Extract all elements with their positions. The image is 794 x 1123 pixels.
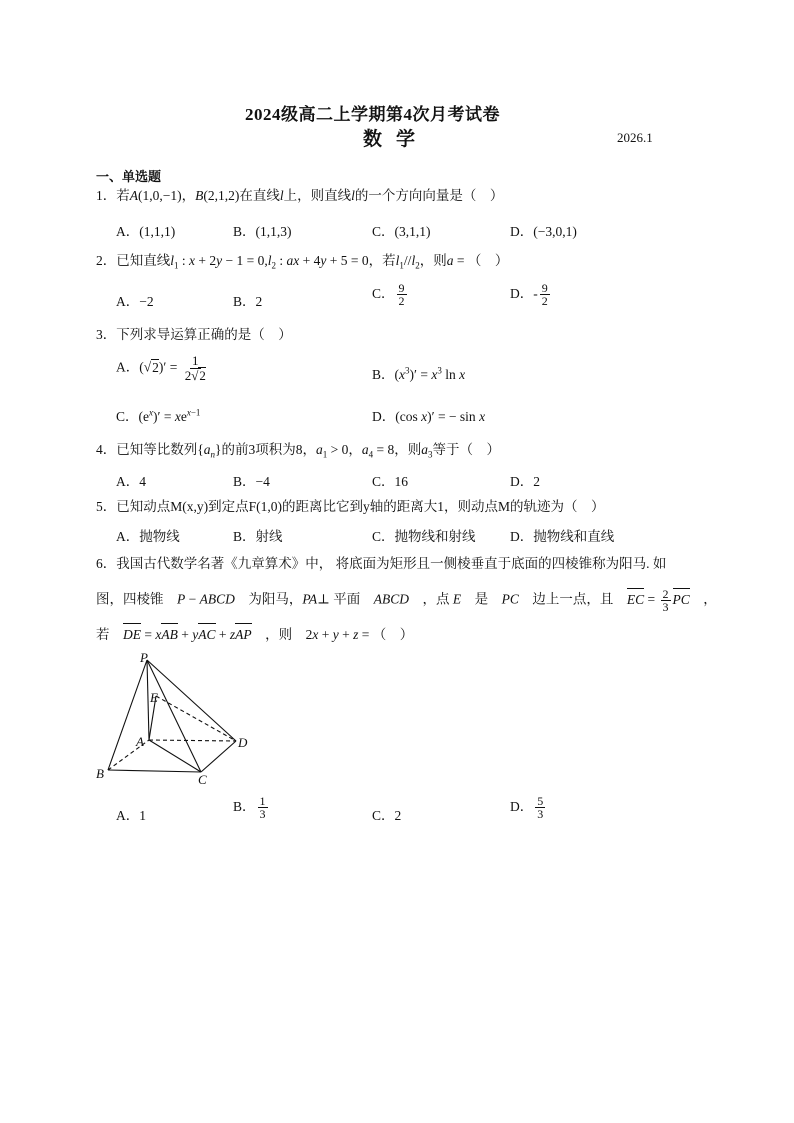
option-a[interactable]: A．−2 [116,294,154,309]
option-label: C． [116,409,139,424]
edge-ad [149,740,236,741]
question-2: 2．已知直线$l_1$ : $x + 2y - 1 = 0,l_2$ : ax + 4y + 5 = 0，若$l_1//l_2$，则a = （ ） [96,253,509,271]
label-p: P [140,650,148,665]
option-b[interactable]: B．−4 [233,474,270,489]
pyramid-figure [94,650,264,790]
option-d[interactable]: D．(−3,0,1) [510,224,577,239]
subject-title: 数学 [363,129,430,150]
option-a[interactable]: A．1 [116,808,146,823]
edge-bc [108,770,201,772]
option-b[interactable]: B．射线 [233,529,283,544]
option-b[interactable]: B．2 [233,294,263,309]
exam-date: 2026.1 [617,130,653,145]
option-label: A． [116,359,140,375]
question-1: 1．若A(1,0,−1)，B(2,1,2)在直线l上，则直线l的一个方向向量是（ ） [96,188,504,203]
option-label: B． [233,799,256,814]
option-label: C． [372,286,395,301]
option-d[interactable]: D． $\frac{5}{3}$ [510,794,544,822]
edge-pb [108,660,147,770]
edge-cd [201,741,236,772]
edge-pa [147,660,149,740]
option-label: D．- [510,286,538,301]
option-label: D． [510,799,534,814]
option-b[interactable]: B． $\frac{1}{3}$ [233,794,266,822]
option-a[interactable]: A．抛物线 [116,529,180,544]
question-text: 已知动点M(x,y)到定点F(1,0)的距离比它到y轴的距离大1，则动点M的轨迹为（ ） [116,499,605,514]
option-d[interactable]: D．- $\frac{9}{2}$ [510,281,548,309]
edge-pd [147,660,236,741]
question-text: 我国古代数学名著《九章算术》中， 将底面为矩形且一侧棱垂直于底面的四棱锥称为阳马. 如 [116,556,667,571]
option-a[interactable]: A．(1,1,1) [116,224,176,239]
question-number: 5． [96,499,117,514]
label-c: C [198,772,207,787]
question-4: 4．已知等比数列$\{a_n\}$的前3项积为8，$a_1 > 0$，$a_4 = 8$，则$a_3$等于（ ） [96,442,500,460]
question-number: 3． [96,327,117,342]
option-c[interactable]: C． $\frac{9}{2}$ [372,281,405,309]
option-a[interactable]: A．(√2)′ = $\frac{1}{2√2}$ [116,353,206,383]
question-number: 6． [96,556,117,571]
question-number: 4． [96,442,117,457]
option-b[interactable]: B．(1,1,3) [233,224,292,239]
label-a: A [136,734,144,749]
question-3: 3．下列求导运算正确的是（ ） [96,327,292,342]
option-c[interactable]: C．(3,1,1) [372,224,431,239]
question-6-line-3: 若 DE = xAB + yAC + zAP ，则 2x + y + z = （ ） [96,625,413,645]
section-heading: 一、单选题 [96,169,162,184]
question-number: 1． [96,188,117,203]
option-d[interactable]: D．(cos x)′ = − sin x [372,409,486,424]
option-label: B． [372,367,395,382]
option-d[interactable]: D．抛物线和直线 [510,529,615,544]
option-label: D． [372,409,396,424]
question-6-line-1 [96,554,666,574]
option-c[interactable]: C．2 [372,808,402,823]
option-d[interactable]: D．2 [510,474,540,489]
question-number: 2． [96,253,117,268]
option-c[interactable]: C．$(e^x)' = xe^{x-1}$ [116,407,201,424]
label-d: D [238,735,248,750]
option-c[interactable]: C．16 [372,474,409,489]
label-e: E [150,690,158,705]
option-a[interactable]: A．4 [116,474,146,489]
exam-title: 2024级高二上学期第4次月考试卷 [245,105,500,124]
label-b: B [96,766,104,781]
option-c[interactable]: C．抛物线和射线 [372,529,476,544]
question-6-line-2: 图，四棱锥 P − ABCD 为阳马，PA⊥ 平面 ABCD ，点 E 是 PC 边上一点，且 EC = $\frac{2}{3}$ PC ， [96,587,717,614]
option-b[interactable]: B．$(x^3)' = x^3$ ln x [372,365,466,382]
question-5 [96,497,605,517]
